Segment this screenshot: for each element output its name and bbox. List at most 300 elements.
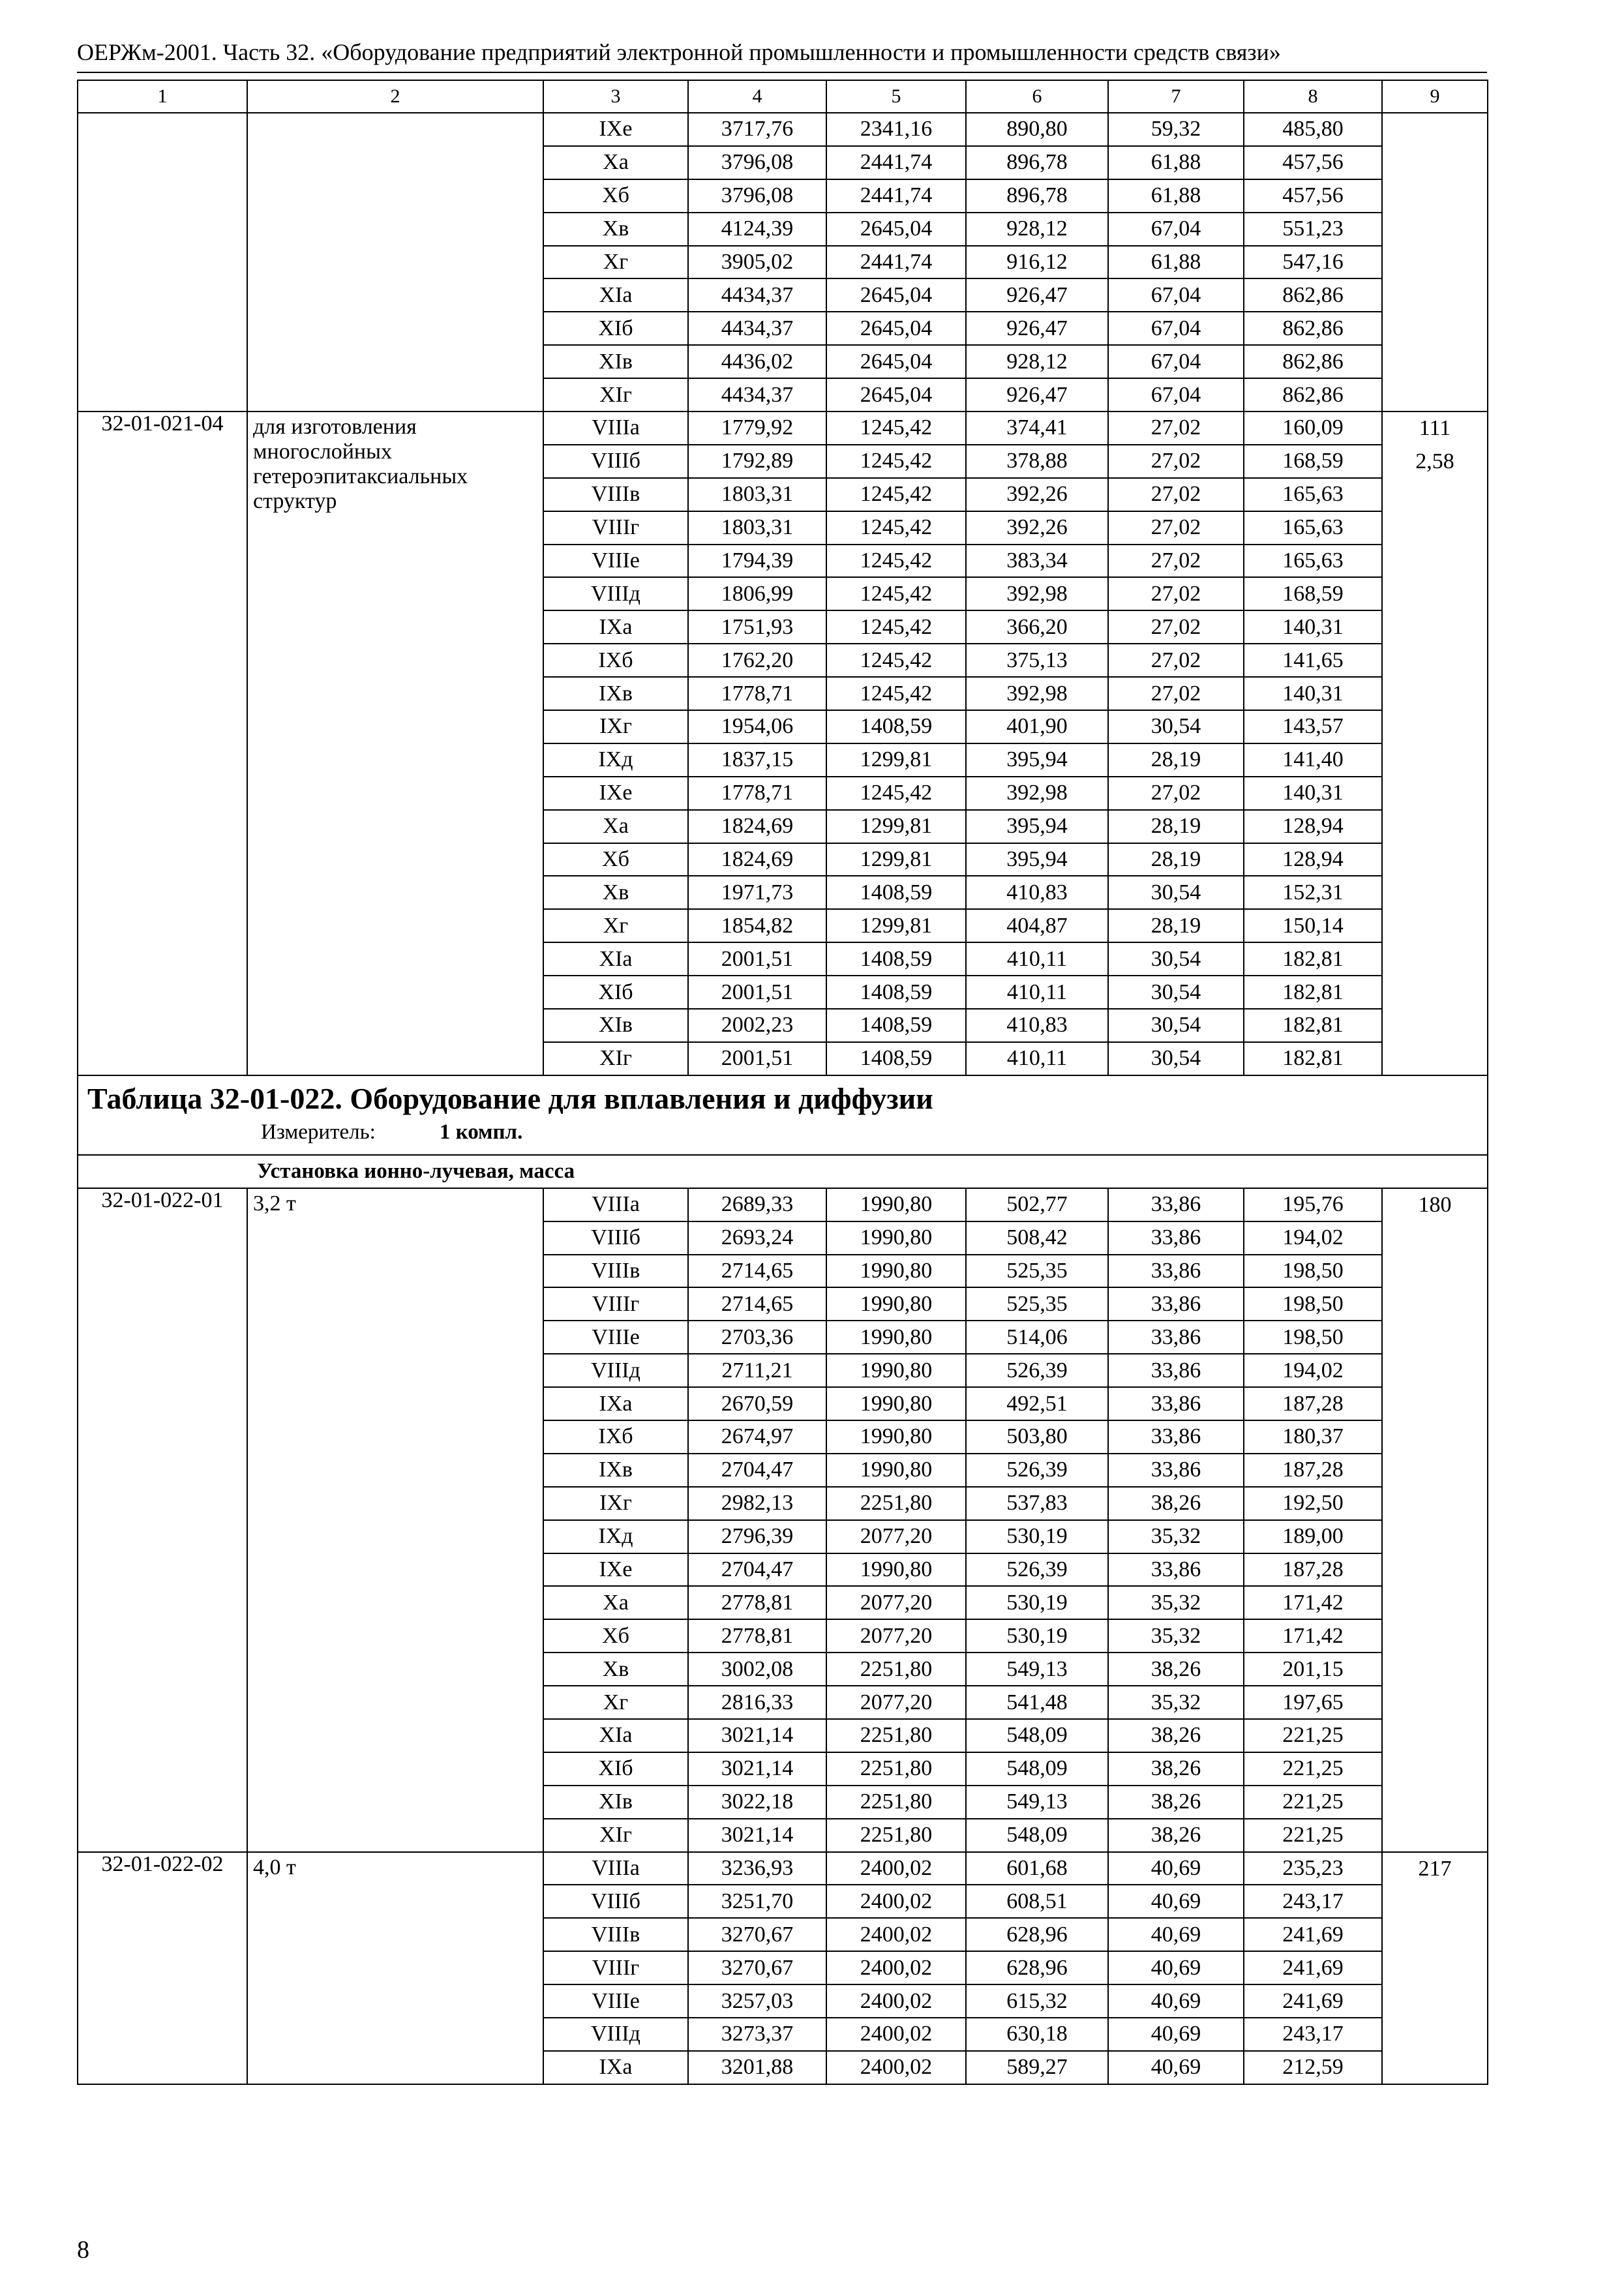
labor-value: 180 — [1418, 1192, 1452, 1217]
value-cell: 143,57 — [1244, 710, 1382, 743]
value-cell: 27,02 — [1108, 411, 1244, 445]
value-cell: 628,96 — [966, 1951, 1108, 1984]
value-cell: 160,09 — [1244, 411, 1382, 445]
value-cell: 485,80 — [1244, 113, 1382, 146]
zone-cell: IXе — [543, 113, 688, 146]
value-cell: 1792,89 — [688, 445, 826, 478]
zone-cell: XIв — [543, 1786, 688, 1819]
value-cell: 4124,39 — [688, 213, 826, 246]
value-cell: 40,69 — [1108, 1852, 1244, 1885]
value-cell: 896,78 — [966, 179, 1108, 213]
zone-cell: IXг — [543, 710, 688, 743]
value-cell: 630,18 — [966, 2018, 1108, 2051]
value-cell: 3257,03 — [688, 1984, 826, 2018]
rates-table — [77, 80, 1488, 2085]
section-title-cell — [78, 1075, 1488, 1155]
zone-cell: IXа — [543, 610, 688, 644]
value-cell: 608,51 — [966, 1885, 1108, 1918]
zone-cell: XIв — [543, 1009, 688, 1042]
zone-cell: XIг — [543, 1819, 688, 1852]
value-cell: 221,25 — [1244, 1786, 1382, 1819]
zone-cell: VIIIб — [543, 1885, 688, 1918]
zone-cell: VIIIг — [543, 511, 688, 545]
value-cell: 2077,20 — [826, 1520, 966, 1553]
column-number: 6 — [966, 80, 1108, 113]
value-cell: 1990,80 — [826, 1321, 966, 1354]
value-cell: 33,86 — [1108, 1420, 1244, 1454]
value-cell: 1245,42 — [826, 777, 966, 810]
value-cell: 212,59 — [1244, 2051, 1382, 2084]
value-cell: 589,27 — [966, 2051, 1108, 2084]
value-cell: 180,37 — [1244, 1420, 1382, 1454]
value-cell: 201,15 — [1244, 1653, 1382, 1686]
value-cell: 2645,04 — [826, 378, 966, 411]
value-cell: 182,81 — [1244, 1042, 1382, 1075]
value-cell: 2001,51 — [688, 976, 826, 1009]
value-cell: 40,69 — [1108, 2018, 1244, 2051]
meter-line — [87, 1118, 1478, 1146]
value-cell: 2714,65 — [688, 1287, 826, 1321]
value-cell: 221,25 — [1244, 1752, 1382, 1786]
value-cell: 1245,42 — [826, 610, 966, 644]
value-cell: 3236,93 — [688, 1852, 826, 1885]
running-header: ОЕРЖм-2001. Часть 32. «Оборудование предприятий электронной промышленности и промышленности средств связи» — [77, 39, 1281, 65]
value-cell: 40,69 — [1108, 1984, 1244, 2018]
value-cell: 548,09 — [966, 1819, 1108, 1852]
zone-cell: IXа — [543, 2051, 688, 2084]
value-cell: 33,86 — [1108, 1287, 1244, 1321]
value-cell: 38,26 — [1108, 1752, 1244, 1786]
zone-cell: Xб — [543, 843, 688, 876]
value-cell: 2982,13 — [688, 1487, 826, 1520]
value-cell: 2251,80 — [826, 1719, 966, 1752]
zone-cell: VIIIд — [543, 2018, 688, 2051]
value-cell: 1806,99 — [688, 577, 826, 610]
value-cell: 1245,42 — [826, 411, 966, 445]
value-cell: 27,02 — [1108, 445, 1244, 478]
value-cell: 375,13 — [966, 644, 1108, 677]
value-cell: 392,98 — [966, 577, 1108, 610]
zone-cell: Xа — [543, 146, 688, 179]
value-cell: 2778,81 — [688, 1619, 826, 1653]
value-cell: 549,13 — [966, 1786, 1108, 1819]
value-cell: 2796,39 — [688, 1520, 826, 1553]
value-cell: 1245,42 — [826, 511, 966, 545]
value-cell: 40,69 — [1108, 1918, 1244, 1951]
zone-cell: IXа — [543, 1387, 688, 1420]
section-title-row — [78, 1075, 1488, 1155]
value-cell: 141,40 — [1244, 743, 1382, 777]
value-cell: 3021,14 — [688, 1752, 826, 1786]
value-cell: 2645,04 — [826, 213, 966, 246]
value-cell: 551,23 — [1244, 213, 1382, 246]
value-cell: 3905,02 — [688, 246, 826, 279]
value-cell: 457,56 — [1244, 146, 1382, 179]
value-cell: 198,50 — [1244, 1287, 1382, 1321]
value-cell: 526,39 — [966, 1553, 1108, 1587]
value-cell: 862,86 — [1244, 378, 1382, 411]
value-cell: 395,94 — [966, 843, 1108, 876]
value-cell: 862,86 — [1244, 278, 1382, 312]
value-cell: 548,09 — [966, 1719, 1108, 1752]
value-cell: 197,65 — [1244, 1686, 1382, 1719]
value-cell: 40,69 — [1108, 1951, 1244, 1984]
value-cell: 3022,18 — [688, 1786, 826, 1819]
value-cell: 1854,82 — [688, 909, 826, 942]
table-row — [78, 1188, 1488, 1221]
labor-value: 111 — [1419, 416, 1451, 441]
value-cell: 3251,70 — [688, 1885, 826, 1918]
value-cell: 1990,80 — [826, 1387, 966, 1420]
value-cell: 2674,97 — [688, 1420, 826, 1454]
value-cell: 168,59 — [1244, 445, 1382, 478]
value-cell: 2400,02 — [826, 2018, 966, 2051]
value-cell: 1299,81 — [826, 810, 966, 843]
value-cell: 28,19 — [1108, 909, 1244, 942]
code-cell: 32-01-022-02 — [78, 1852, 247, 2084]
value-cell: 2645,04 — [826, 345, 966, 378]
value-cell: 33,86 — [1108, 1255, 1244, 1288]
value-cell: 508,42 — [966, 1221, 1108, 1255]
value-cell: 35,32 — [1108, 1619, 1244, 1653]
value-cell: 27,02 — [1108, 478, 1244, 511]
value-cell: 896,78 — [966, 146, 1108, 179]
column-number: 9 — [1382, 80, 1488, 113]
zone-cell: Xв — [543, 1653, 688, 1686]
value-cell: 392,26 — [966, 511, 1108, 545]
value-cell: 182,81 — [1244, 976, 1382, 1009]
labor-cell — [1382, 411, 1488, 1075]
column-number: 7 — [1108, 80, 1244, 113]
value-cell: 2441,74 — [826, 246, 966, 279]
value-cell: 1990,80 — [826, 1255, 966, 1288]
value-cell: 198,50 — [1244, 1255, 1382, 1288]
value-cell: 395,94 — [966, 743, 1108, 777]
value-cell: 1751,93 — [688, 610, 826, 644]
zone-cell: VIIIв — [543, 1255, 688, 1288]
value-cell: 366,20 — [966, 610, 1108, 644]
value-cell: 243,17 — [1244, 1885, 1382, 1918]
value-cell: 1778,71 — [688, 677, 826, 710]
value-cell: 541,48 — [966, 1686, 1108, 1719]
value-cell: 140,31 — [1244, 610, 1382, 644]
table-body — [78, 80, 1488, 2084]
value-cell: 410,83 — [966, 1009, 1108, 1042]
description-cell: 4,0 т — [247, 1852, 543, 2084]
value-cell: 38,26 — [1108, 1487, 1244, 1520]
value-cell: 1837,15 — [688, 743, 826, 777]
column-number: 8 — [1244, 80, 1382, 113]
value-cell: 916,12 — [966, 246, 1108, 279]
value-cell: 928,12 — [966, 345, 1108, 378]
value-cell: 187,28 — [1244, 1553, 1382, 1587]
value-cell: 27,02 — [1108, 644, 1244, 677]
value-cell: 2645,04 — [826, 278, 966, 312]
value-cell: 1779,92 — [688, 411, 826, 445]
value-cell: 3021,14 — [688, 1819, 826, 1852]
value-cell: 2400,02 — [826, 1951, 966, 1984]
value-cell: 27,02 — [1108, 610, 1244, 644]
value-cell: 2441,74 — [826, 146, 966, 179]
zone-cell: VIIIа — [543, 411, 688, 445]
value-cell: 33,86 — [1108, 1188, 1244, 1221]
zone-cell: Xа — [543, 810, 688, 843]
value-cell: 67,04 — [1108, 278, 1244, 312]
value-cell: 401,90 — [966, 710, 1108, 743]
zone-cell: XIг — [543, 1042, 688, 1075]
value-cell: 2714,65 — [688, 1255, 826, 1288]
zone-cell: Xг — [543, 1686, 688, 1719]
table-row — [78, 113, 1488, 146]
value-cell: 628,96 — [966, 1918, 1108, 1951]
value-cell: 525,35 — [966, 1255, 1108, 1288]
value-cell: 549,13 — [966, 1653, 1108, 1686]
value-cell: 410,83 — [966, 876, 1108, 909]
value-cell: 2400,02 — [826, 1852, 966, 1885]
zone-cell: IXд — [543, 743, 688, 777]
value-cell: 40,69 — [1108, 1885, 1244, 1918]
value-cell: 1408,59 — [826, 1042, 966, 1075]
value-cell: 548,09 — [966, 1752, 1108, 1786]
value-cell: 392,98 — [966, 777, 1108, 810]
value-cell: 33,86 — [1108, 1454, 1244, 1487]
value-cell: 30,54 — [1108, 1042, 1244, 1075]
value-cell: 3002,08 — [688, 1653, 826, 1686]
value-cell: 1990,80 — [826, 1221, 966, 1255]
value-cell: 2816,33 — [688, 1686, 826, 1719]
value-cell: 410,11 — [966, 976, 1108, 1009]
value-cell: 33,86 — [1108, 1321, 1244, 1354]
value-cell: 61,88 — [1108, 179, 1244, 213]
code-cell — [78, 113, 247, 411]
value-cell: 194,02 — [1244, 1221, 1382, 1255]
value-cell: 30,54 — [1108, 876, 1244, 909]
value-cell: 1299,81 — [826, 743, 966, 777]
value-cell: 1990,80 — [826, 1553, 966, 1587]
column-number: 4 — [688, 80, 826, 113]
labor-value: 217 — [1418, 1856, 1452, 1881]
value-cell: 1408,59 — [826, 976, 966, 1009]
value-cell: 457,56 — [1244, 179, 1382, 213]
value-cell: 38,26 — [1108, 1819, 1244, 1852]
value-cell: 2400,02 — [826, 1984, 966, 2018]
group-title: Установка ионно-лучевая, масса — [78, 1155, 1488, 1188]
zone-cell: XIа — [543, 1719, 688, 1752]
value-cell: 241,69 — [1244, 1918, 1382, 1951]
zone-cell: VIIIб — [543, 445, 688, 478]
value-cell: 3796,08 — [688, 146, 826, 179]
value-cell: 243,17 — [1244, 2018, 1382, 2051]
zone-cell: XIа — [543, 278, 688, 312]
value-cell: 27,02 — [1108, 577, 1244, 610]
zone-cell: IXг — [543, 1487, 688, 1520]
value-cell: 503,80 — [966, 1420, 1108, 1454]
value-cell: 40,69 — [1108, 2051, 1244, 2084]
value-cell: 3201,88 — [688, 2051, 826, 2084]
value-cell: 67,04 — [1108, 312, 1244, 345]
code-cell: 32-01-022-01 — [78, 1188, 247, 1852]
value-cell: 198,50 — [1244, 1321, 1382, 1354]
value-cell: 601,68 — [966, 1852, 1108, 1885]
value-cell: 2077,20 — [826, 1619, 966, 1653]
value-cell: 410,11 — [966, 1042, 1108, 1075]
value-cell: 67,04 — [1108, 213, 1244, 246]
value-cell: 2704,47 — [688, 1454, 826, 1487]
value-cell: 235,23 — [1244, 1852, 1382, 1885]
value-cell: 33,86 — [1108, 1221, 1244, 1255]
value-cell: 2400,02 — [826, 1918, 966, 1951]
value-cell: 187,28 — [1244, 1387, 1382, 1420]
value-cell: 1990,80 — [826, 1188, 966, 1221]
value-cell: 1408,59 — [826, 710, 966, 743]
zone-cell: XIг — [543, 378, 688, 411]
value-cell: 182,81 — [1244, 942, 1382, 976]
zone-cell: XIб — [543, 1752, 688, 1786]
zone-cell: VIIIе — [543, 545, 688, 578]
value-cell: 4436,02 — [688, 345, 826, 378]
value-cell: 1803,31 — [688, 511, 826, 545]
value-cell: 926,47 — [966, 278, 1108, 312]
value-cell: 1990,80 — [826, 1287, 966, 1321]
labor-cell — [1382, 1188, 1488, 1852]
zone-cell: VIIIа — [543, 1188, 688, 1221]
value-cell: 1245,42 — [826, 577, 966, 610]
value-cell: 926,47 — [966, 312, 1108, 345]
value-cell: 2077,20 — [826, 1586, 966, 1619]
zone-cell: VIIIв — [543, 1918, 688, 1951]
value-cell: 165,63 — [1244, 511, 1382, 545]
zone-cell: Xб — [543, 179, 688, 213]
value-cell: 35,32 — [1108, 1586, 1244, 1619]
value-cell: 1990,80 — [826, 1354, 966, 1387]
code-cell: 32-01-021-04 — [78, 411, 247, 1075]
column-number: 3 — [543, 80, 688, 113]
value-cell: 1824,69 — [688, 843, 826, 876]
zone-cell: XIб — [543, 976, 688, 1009]
value-cell: 2441,74 — [826, 179, 966, 213]
value-cell: 187,28 — [1244, 1454, 1382, 1487]
value-cell: 4434,37 — [688, 312, 826, 345]
value-cell: 27,02 — [1108, 545, 1244, 578]
value-cell: 1245,42 — [826, 644, 966, 677]
zone-cell: VIIIд — [543, 577, 688, 610]
value-cell: 2251,80 — [826, 1786, 966, 1819]
description-cell — [247, 113, 543, 411]
value-cell: 1408,59 — [826, 876, 966, 909]
value-cell: 35,32 — [1108, 1686, 1244, 1719]
value-cell: 2251,80 — [826, 1653, 966, 1686]
value-cell: 928,12 — [966, 213, 1108, 246]
table-row — [78, 1852, 1488, 1885]
value-cell: 374,41 — [966, 411, 1108, 445]
column-number: 1 — [78, 80, 247, 113]
value-cell: 3717,76 — [688, 113, 826, 146]
value-cell: 28,19 — [1108, 810, 1244, 843]
value-cell: 189,00 — [1244, 1520, 1382, 1553]
value-cell: 171,42 — [1244, 1619, 1382, 1653]
value-cell: 33,86 — [1108, 1553, 1244, 1587]
value-cell: 2251,80 — [826, 1819, 966, 1852]
value-cell: 526,39 — [966, 1354, 1108, 1387]
description-cell: 3,2 т — [247, 1188, 543, 1852]
group-title-row — [78, 1155, 1488, 1188]
zone-cell: Xб — [543, 1619, 688, 1653]
value-cell: 61,88 — [1108, 246, 1244, 279]
value-cell: 195,76 — [1244, 1188, 1382, 1221]
value-cell: 30,54 — [1108, 1009, 1244, 1042]
value-cell: 2400,02 — [826, 1885, 966, 1918]
value-cell: 1245,42 — [826, 445, 966, 478]
value-cell: 3273,37 — [688, 2018, 826, 2051]
zone-cell: VIIIд — [543, 1354, 688, 1387]
value-cell: 2704,47 — [688, 1553, 826, 1587]
zone-cell: Xв — [543, 213, 688, 246]
value-cell: 1408,59 — [826, 942, 966, 976]
value-cell: 530,19 — [966, 1586, 1108, 1619]
header-rule — [77, 72, 1487, 73]
zone-cell: XIв — [543, 345, 688, 378]
column-number: 5 — [826, 80, 966, 113]
value-cell: 3021,14 — [688, 1719, 826, 1752]
value-cell: 33,86 — [1108, 1387, 1244, 1420]
zone-cell: IXе — [543, 1553, 688, 1587]
value-cell: 28,19 — [1108, 843, 1244, 876]
value-cell: 395,94 — [966, 810, 1108, 843]
value-cell: 1803,31 — [688, 478, 826, 511]
description-cell: для изготовления многослойных гетероэпитаксиальных структур — [247, 411, 543, 1075]
value-cell: 27,02 — [1108, 511, 1244, 545]
value-cell: 182,81 — [1244, 1009, 1382, 1042]
value-cell: 38,26 — [1108, 1719, 1244, 1752]
value-cell: 1971,73 — [688, 876, 826, 909]
value-cell: 2001,51 — [688, 942, 826, 976]
value-cell: 862,86 — [1244, 345, 1382, 378]
value-cell: 530,19 — [966, 1520, 1108, 1553]
value-cell: 171,42 — [1244, 1586, 1382, 1619]
table-row — [78, 411, 1488, 445]
value-cell: 221,25 — [1244, 1819, 1382, 1852]
value-cell: 59,32 — [1108, 113, 1244, 146]
value-cell: 2251,80 — [826, 1752, 966, 1786]
value-cell: 38,26 — [1108, 1786, 1244, 1819]
value-cell: 926,47 — [966, 378, 1108, 411]
value-cell: 241,69 — [1244, 1951, 1382, 1984]
value-cell: 150,14 — [1244, 909, 1382, 942]
value-cell: 2778,81 — [688, 1586, 826, 1619]
value-cell: 241,69 — [1244, 1984, 1382, 2018]
zone-cell: Xг — [543, 246, 688, 279]
value-cell: 27,02 — [1108, 677, 1244, 710]
value-cell: 128,94 — [1244, 810, 1382, 843]
value-cell: 525,35 — [966, 1287, 1108, 1321]
value-cell: 165,63 — [1244, 545, 1382, 578]
value-cell: 165,63 — [1244, 478, 1382, 511]
zone-cell: Xа — [543, 1586, 688, 1619]
value-cell: 33,86 — [1108, 1354, 1244, 1387]
value-cell: 383,34 — [966, 545, 1108, 578]
zone-cell: XIа — [543, 942, 688, 976]
value-cell: 615,32 — [966, 1984, 1108, 2018]
labor-cell — [1382, 113, 1488, 411]
zone-cell: IXб — [543, 1420, 688, 1454]
value-cell: 2251,80 — [826, 1487, 966, 1520]
value-cell: 378,88 — [966, 445, 1108, 478]
value-cell: 38,26 — [1108, 1653, 1244, 1686]
zone-cell: IXв — [543, 677, 688, 710]
value-cell: 537,83 — [966, 1487, 1108, 1520]
value-cell: 67,04 — [1108, 345, 1244, 378]
page-number: 8 — [77, 2236, 89, 2264]
